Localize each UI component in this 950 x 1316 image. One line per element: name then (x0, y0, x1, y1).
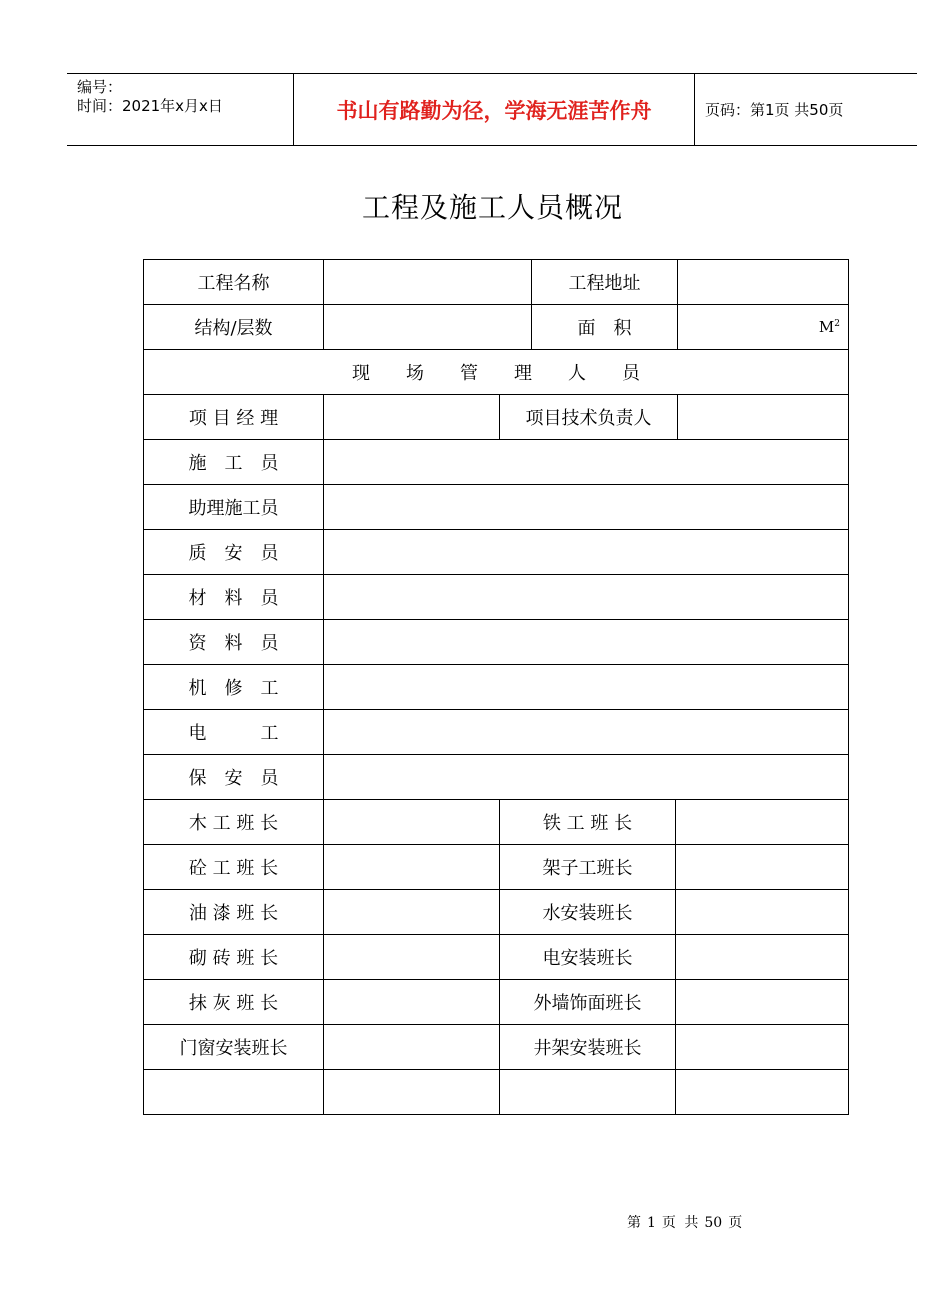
project-name-field[interactable] (324, 260, 532, 305)
blank-cell[interactable] (676, 1070, 849, 1115)
header-page-info: 页码：第1页 共50页 (695, 74, 918, 146)
structure-floors-field[interactable] (324, 305, 532, 350)
team-leader-label: 抹 灰 班 长 (144, 980, 324, 1025)
project-manager-field[interactable] (324, 395, 500, 440)
team-leader-field[interactable] (324, 935, 500, 980)
table-row (144, 485, 849, 530)
table-row (144, 755, 849, 800)
site-management-heading: 现 场 管 理 人 员 (144, 350, 849, 395)
table-row (144, 1070, 849, 1115)
structure-floors-label: 结构/层数 (144, 305, 324, 350)
team-leader-field[interactable] (676, 980, 849, 1025)
team-leader-field[interactable] (676, 800, 849, 845)
table-row (144, 440, 849, 485)
role-field[interactable] (324, 440, 849, 485)
role-field[interactable] (324, 530, 849, 575)
area-label: 面 积 (532, 305, 678, 350)
table-row (144, 350, 849, 395)
team-leader-label: 电安装班长 (500, 935, 676, 980)
team-leader-label: 水安装班长 (500, 890, 676, 935)
page-title: 工程及施工人员概况 (361, 191, 623, 224)
team-leader-field[interactable] (676, 935, 849, 980)
team-leader-label: 门窗安装班长 (144, 1025, 324, 1070)
role-label: 质 安 员 (144, 530, 324, 575)
blank-cell[interactable] (144, 1070, 324, 1115)
footer-mid: 页 共 (661, 1215, 699, 1231)
team-leader-label: 架子工班长 (500, 845, 676, 890)
project-address-label: 工程地址 (532, 260, 678, 305)
team-leader-field[interactable] (324, 890, 500, 935)
page-footer (624, 1212, 745, 1232)
team-leader-label: 井架安装班长 (500, 1025, 676, 1070)
table-row (144, 305, 849, 350)
project-name-label: 工程名称 (144, 260, 324, 305)
team-leader-field[interactable] (324, 1025, 500, 1070)
project-manager-label: 项 目 经 理 (144, 395, 324, 440)
footer-total-pages: 50 (704, 1215, 723, 1231)
table-row (144, 710, 849, 755)
date-line: 时间：2021年x月x日 (77, 97, 223, 115)
header-motto: 书山有路勤为径，学海无涯苦作舟 (294, 74, 695, 146)
table-row (144, 530, 849, 575)
table-row (144, 620, 849, 665)
team-leader-label: 木 工 班 长 (144, 800, 324, 845)
table-row (144, 800, 849, 845)
team-leader-field[interactable] (324, 800, 500, 845)
table-row (144, 845, 849, 890)
footer-page-number: 1 (647, 1215, 656, 1231)
number-label: 编号： (77, 78, 123, 96)
tech-lead-label: 项目技术负责人 (500, 395, 678, 440)
role-field[interactable] (324, 620, 849, 665)
table-row (144, 980, 849, 1025)
table-row (144, 665, 849, 710)
team-leader-field[interactable] (676, 890, 849, 935)
team-leader-label: 外墙饰面班长 (500, 980, 676, 1025)
role-field[interactable] (324, 755, 849, 800)
role-field[interactable] (324, 485, 849, 530)
role-field[interactable] (324, 665, 849, 710)
team-leader-label: 砼 工 班 长 (144, 845, 324, 890)
document-header (67, 73, 917, 146)
area-field[interactable] (678, 305, 849, 350)
blank-cell[interactable] (324, 1070, 500, 1115)
table-row (144, 260, 849, 305)
table-row (144, 890, 849, 935)
table-row (144, 935, 849, 980)
role-label: 机 修 工 (144, 665, 324, 710)
role-label: 材 料 员 (144, 575, 324, 620)
role-label: 助理施工员 (144, 485, 324, 530)
table-row (144, 575, 849, 620)
role-field[interactable] (324, 575, 849, 620)
role-field[interactable] (324, 710, 849, 755)
team-leader-label: 砌 砖 班 长 (144, 935, 324, 980)
table-row (144, 395, 849, 440)
blank-cell[interactable] (500, 1070, 676, 1115)
role-label: 资 料 员 (144, 620, 324, 665)
role-label: 保 安 员 (144, 755, 324, 800)
area-unit: M (818, 318, 835, 336)
team-leader-field[interactable] (676, 845, 849, 890)
role-label: 施 工 员 (144, 440, 324, 485)
team-leader-field[interactable] (676, 1025, 849, 1070)
team-leader-field[interactable] (324, 980, 500, 1025)
team-leader-label: 油 漆 班 长 (144, 890, 324, 935)
role-label: 电 工 (144, 710, 324, 755)
team-leader-field[interactable] (324, 845, 500, 890)
project-address-field[interactable] (678, 260, 849, 305)
footer-prefix: 第 (627, 1215, 641, 1231)
header-meta (67, 74, 294, 146)
personnel-form-table (143, 259, 849, 1115)
table-row (144, 1025, 849, 1070)
tech-lead-field[interactable] (678, 395, 849, 440)
area-unit-sup: 2 (834, 319, 841, 329)
footer-suffix: 页 (728, 1215, 743, 1231)
team-leader-label: 铁 工 班 长 (500, 800, 676, 845)
